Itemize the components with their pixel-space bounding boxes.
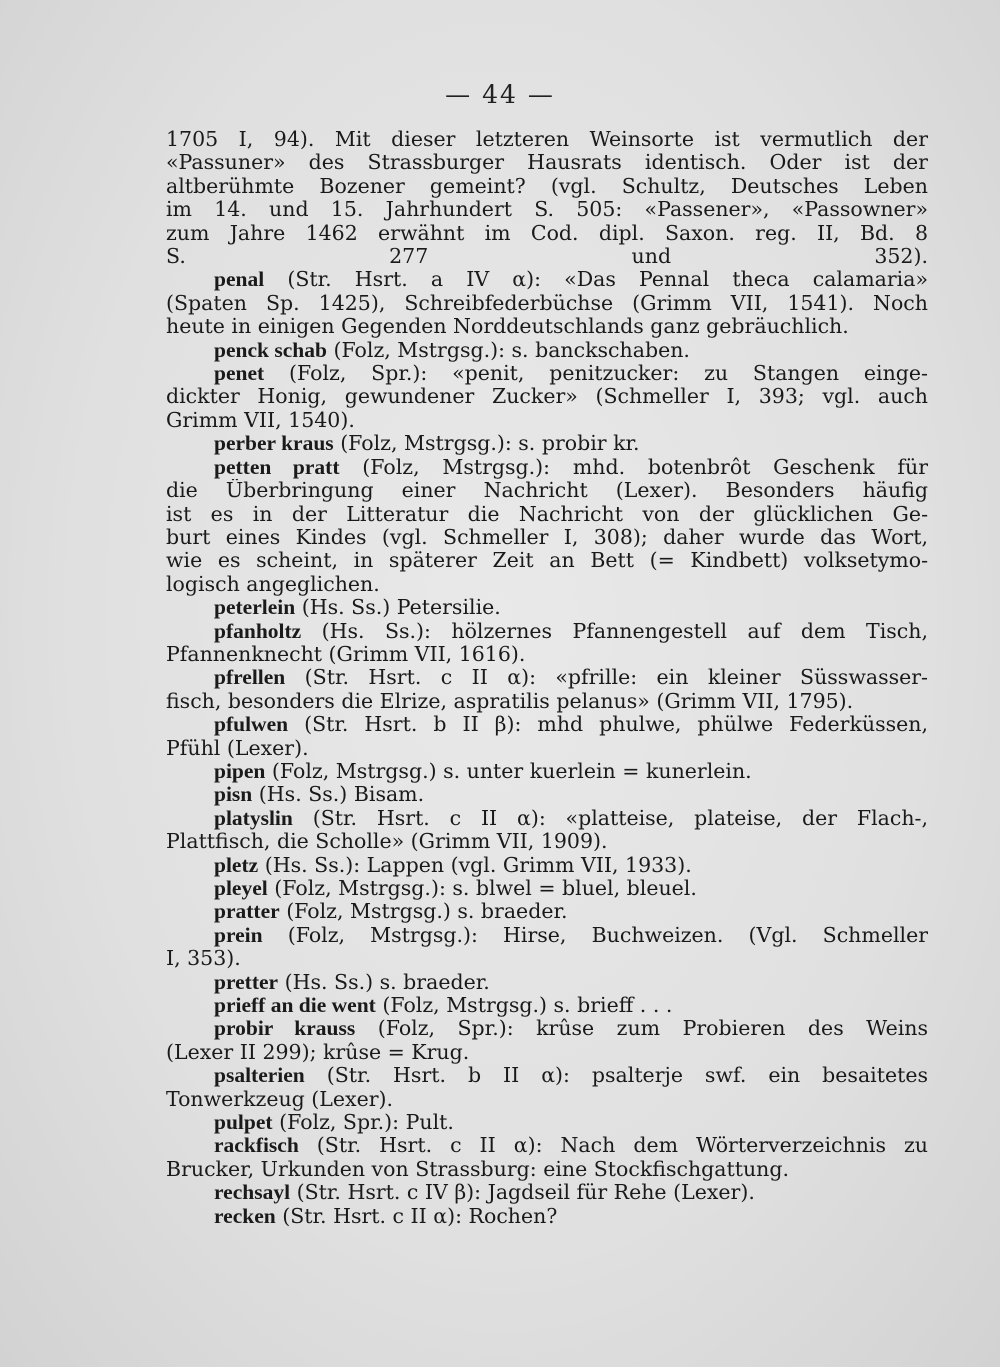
entry-definition: (Folz, Mstrgsg.) s. braeder. <box>286 900 568 924</box>
entry-definition: (Folz, Mstrgsg.): Hirse, Buchweizen. (Vgl. Schmeller <box>287 923 928 947</box>
entry-definition: (Str. Hsrt. c II α): Nach dem Wörterverzeichnis zu <box>316 1134 928 1158</box>
entry-definition: (Hs. Ss.) Petersilie. <box>301 596 501 620</box>
glossary-entry <box>166 362 928 432</box>
entry-definition: (Folz, Mstrgsg.) s. brieff . . . <box>382 994 673 1018</box>
entry-first-line <box>166 971 928 994</box>
entry-headword: perber kraus <box>214 432 334 456</box>
entry-definition: (Hs. Ss.) s. braeder. <box>284 970 490 994</box>
intro-paragraph <box>166 128 928 268</box>
entry-definition: (Hs. Ss.): Lappen (vgl. Grimm VII, 1933). <box>264 853 692 877</box>
entry-first-line <box>166 760 928 783</box>
entry-first-line <box>166 666 928 689</box>
entry-headword: probir krauss <box>214 1017 356 1041</box>
glossary-entry <box>166 783 928 806</box>
entry-headword: recken <box>214 1204 276 1228</box>
entry-continuation-line: I, 353). <box>166 947 241 971</box>
entry-headword: pfulwen <box>214 713 289 737</box>
entry-headword: petten pratt <box>214 455 340 479</box>
entry-continuation-line: heute in einigen Gegenden Norddeutschlands ganz gebräuchlich. <box>166 315 849 339</box>
glossary-entry <box>166 760 928 783</box>
glossary-entry <box>166 432 928 455</box>
glossary-entry <box>166 620 928 667</box>
glossary-entry <box>166 900 928 923</box>
text-line: im 14. und 15. Jahrhundert S. 505: «Passener», «Passowner» <box>166 198 928 222</box>
glossary-entries <box>166 268 928 1228</box>
entry-first-line <box>166 620 928 643</box>
entry-first-line <box>166 1181 928 1204</box>
entry-definition: (Str. Hsrt. a IV α): «Das Pennal theca calamaria» <box>287 268 928 292</box>
glossary-entry <box>166 971 928 994</box>
entry-continuation-line: die Überbringung einer Nachricht (Lexer). Besonders häufig <box>166 479 928 503</box>
entry-continuation-line: Pfannenknecht (Grimm VII, 1616). <box>166 642 526 666</box>
glossary-entry <box>166 1134 928 1181</box>
entry-definition: (Folz, Mstrgsg.): s. banckschaben. <box>333 338 690 362</box>
entry-continuation-line: Tonwerkzeug (Lexer). <box>166 1087 394 1111</box>
entry-continuation-line: ist es in der Litteratur die Nachricht von der glücklichen Ge- <box>166 502 928 526</box>
glossary-entry <box>166 1111 928 1134</box>
entry-continuation-line: burt eines Kindes (vgl. Schmeller I, 308); daher wurde das Wort, <box>166 525 928 549</box>
text-line: 1705 I, 94). Mit dieser letzteren Weinsorte ist vermutlich der <box>166 128 928 151</box>
entry-first-line <box>166 994 928 1017</box>
entry-continuation-line: Grimm VII, 1540). <box>166 408 355 432</box>
entry-headword: penal <box>214 268 265 292</box>
entry-definition: (Str. Hsrt. c II α): Rochen? <box>282 1204 558 1228</box>
text-line: «Passuner» des Strassburger Hausrats identisch. Oder ist der <box>166 151 928 175</box>
page-number: — 44 — <box>445 80 555 109</box>
entry-first-line <box>166 783 928 806</box>
text-line: zum Jahre 1462 erwähnt im Cod. dipl. Saxon. reg. II, Bd. 8 <box>166 221 928 245</box>
entry-continuation-line: Plattfisch, die Scholle» (Grimm VII, 1909). <box>166 830 608 854</box>
entry-first-line <box>166 456 928 479</box>
glossary-entry <box>166 1017 928 1064</box>
glossary-entry <box>166 666 928 713</box>
entry-first-line <box>166 1017 928 1040</box>
entry-first-line <box>166 900 928 923</box>
entry-first-line <box>166 854 928 877</box>
entry-first-line <box>166 432 928 455</box>
entry-headword: pretter <box>214 970 279 994</box>
glossary-entry <box>166 713 928 760</box>
entry-first-line <box>166 877 928 900</box>
entry-first-line <box>166 924 928 947</box>
entry-headword: penck schab <box>214 338 327 362</box>
glossary-entry <box>166 994 928 1017</box>
glossary-entry <box>166 807 928 854</box>
entry-headword: pratter <box>214 900 280 924</box>
glossary-entry <box>166 596 928 619</box>
entry-definition: (Folz, Spr.): «penit, penitzucker: zu Stangen einge- <box>289 362 928 386</box>
entry-definition: (Hs. Ss.) Bisam. <box>258 783 425 807</box>
glossary-entry <box>166 1181 928 1204</box>
entry-definition: (Hs. Ss.): hölzernes Pfannengestell auf dem Tisch, <box>321 619 928 643</box>
entry-first-line <box>166 268 928 291</box>
entry-definition: (Str. Hsrt. c II α): «platteise, plateise, der Flach-, <box>312 806 928 830</box>
entry-first-line <box>166 1134 928 1157</box>
entry-definition: (Folz, Mstrgsg.): s. probir kr. <box>340 432 640 456</box>
entry-headword: rechsayl <box>214 1181 291 1205</box>
entry-headword: prieff an die went <box>214 994 376 1018</box>
entry-first-line <box>166 362 928 385</box>
entry-definition: (Folz, Mstrgsg.): mhd. botenbrôt Geschenk für <box>362 455 928 479</box>
entry-headword: pfrellen <box>214 666 286 690</box>
glossary-entry <box>166 1064 928 1111</box>
glossary-entry <box>166 924 928 971</box>
entry-definition: (Folz, Mstrgsg.) s. unter kuerlein = kunerlein. <box>271 759 752 783</box>
entry-continuation-line: wie es scheint, in späterer Zeit an Bett (= Kindbett) volksetymo- <box>166 549 928 573</box>
entry-headword: rackfisch <box>214 1134 299 1158</box>
entry-definition: (Folz, Spr.): krûse zum Probieren des Weins <box>377 1017 928 1041</box>
entry-headword: penet <box>214 362 265 386</box>
entry-definition: (Str. Hsrt. c II α): «pfrille: ein kleiner Süsswasser- <box>304 666 928 690</box>
entry-continuation-line: dickter Honig, gewundener Zucker» (Schmeller I, 393; vgl. auch <box>166 385 928 409</box>
entry-headword: pipen <box>214 759 266 783</box>
entry-headword: prein <box>214 923 263 947</box>
glossary-entry <box>166 877 928 900</box>
entry-headword: pisn <box>214 783 253 807</box>
entry-first-line <box>166 339 928 362</box>
text-line: S. 277 und 352). <box>166 245 928 269</box>
entry-headword: pulpet <box>214 1111 273 1135</box>
glossary-entry <box>166 268 928 338</box>
entry-headword: pfanholtz <box>214 619 302 643</box>
entry-headword: pletz <box>214 853 259 877</box>
entry-continuation-line: Brucker, Urkunden von Strassburg: eine Stockfischgattung. <box>166 1157 790 1181</box>
entry-headword: pleyel <box>214 877 268 900</box>
entry-first-line <box>166 1111 928 1134</box>
glossary-entry <box>166 1205 928 1228</box>
text-line: altberühmte Bozener gemeint? (vgl. Schultz, Deutsches Leben <box>166 174 928 198</box>
entry-first-line <box>166 1205 928 1228</box>
glossary-entry <box>166 854 928 877</box>
entry-definition: (Folz, Spr.): Pult. <box>279 1111 454 1135</box>
page-body <box>166 128 928 1228</box>
entry-continuation-line: logisch angeglichen. <box>166 572 380 596</box>
entry-headword: peterlein <box>214 596 296 620</box>
entry-definition: (Str. Hsrt. b II α): psalterje swf. ein besaitetes <box>326 1064 928 1088</box>
entry-first-line <box>166 807 928 830</box>
entry-first-line <box>166 596 928 619</box>
entry-continuation-line: (Lexer II 299); krûse = Krug. <box>166 1040 470 1064</box>
entry-continuation-line: fisch, besonders die Elrize, aspratilis pelanus» (Grimm VII, 1795). <box>166 689 854 713</box>
entry-definition: (Folz, Mstrgsg.): s. blwel = bluel, bleuel. <box>274 877 697 900</box>
entry-headword: platyslin <box>214 806 293 830</box>
entry-headword: psalterien <box>214 1064 305 1088</box>
entry-definition: (Str. Hsrt. c IV β): Jagdseil für Rehe (Lexer). <box>296 1181 755 1205</box>
entry-definition: (Str. Hsrt. b II β): mhd phulwe, phülwe Federküssen, <box>304 713 928 737</box>
entry-continuation-line: Pfühl (Lexer). <box>166 736 309 760</box>
glossary-entry <box>166 456 928 596</box>
entry-continuation-line: (Spaten Sp. 1425), Schreibfederbüchse (Grimm VII, 1541). Noch <box>166 291 928 315</box>
entry-first-line <box>166 1064 928 1087</box>
entry-first-line <box>166 713 928 736</box>
glossary-entry <box>166 339 928 362</box>
